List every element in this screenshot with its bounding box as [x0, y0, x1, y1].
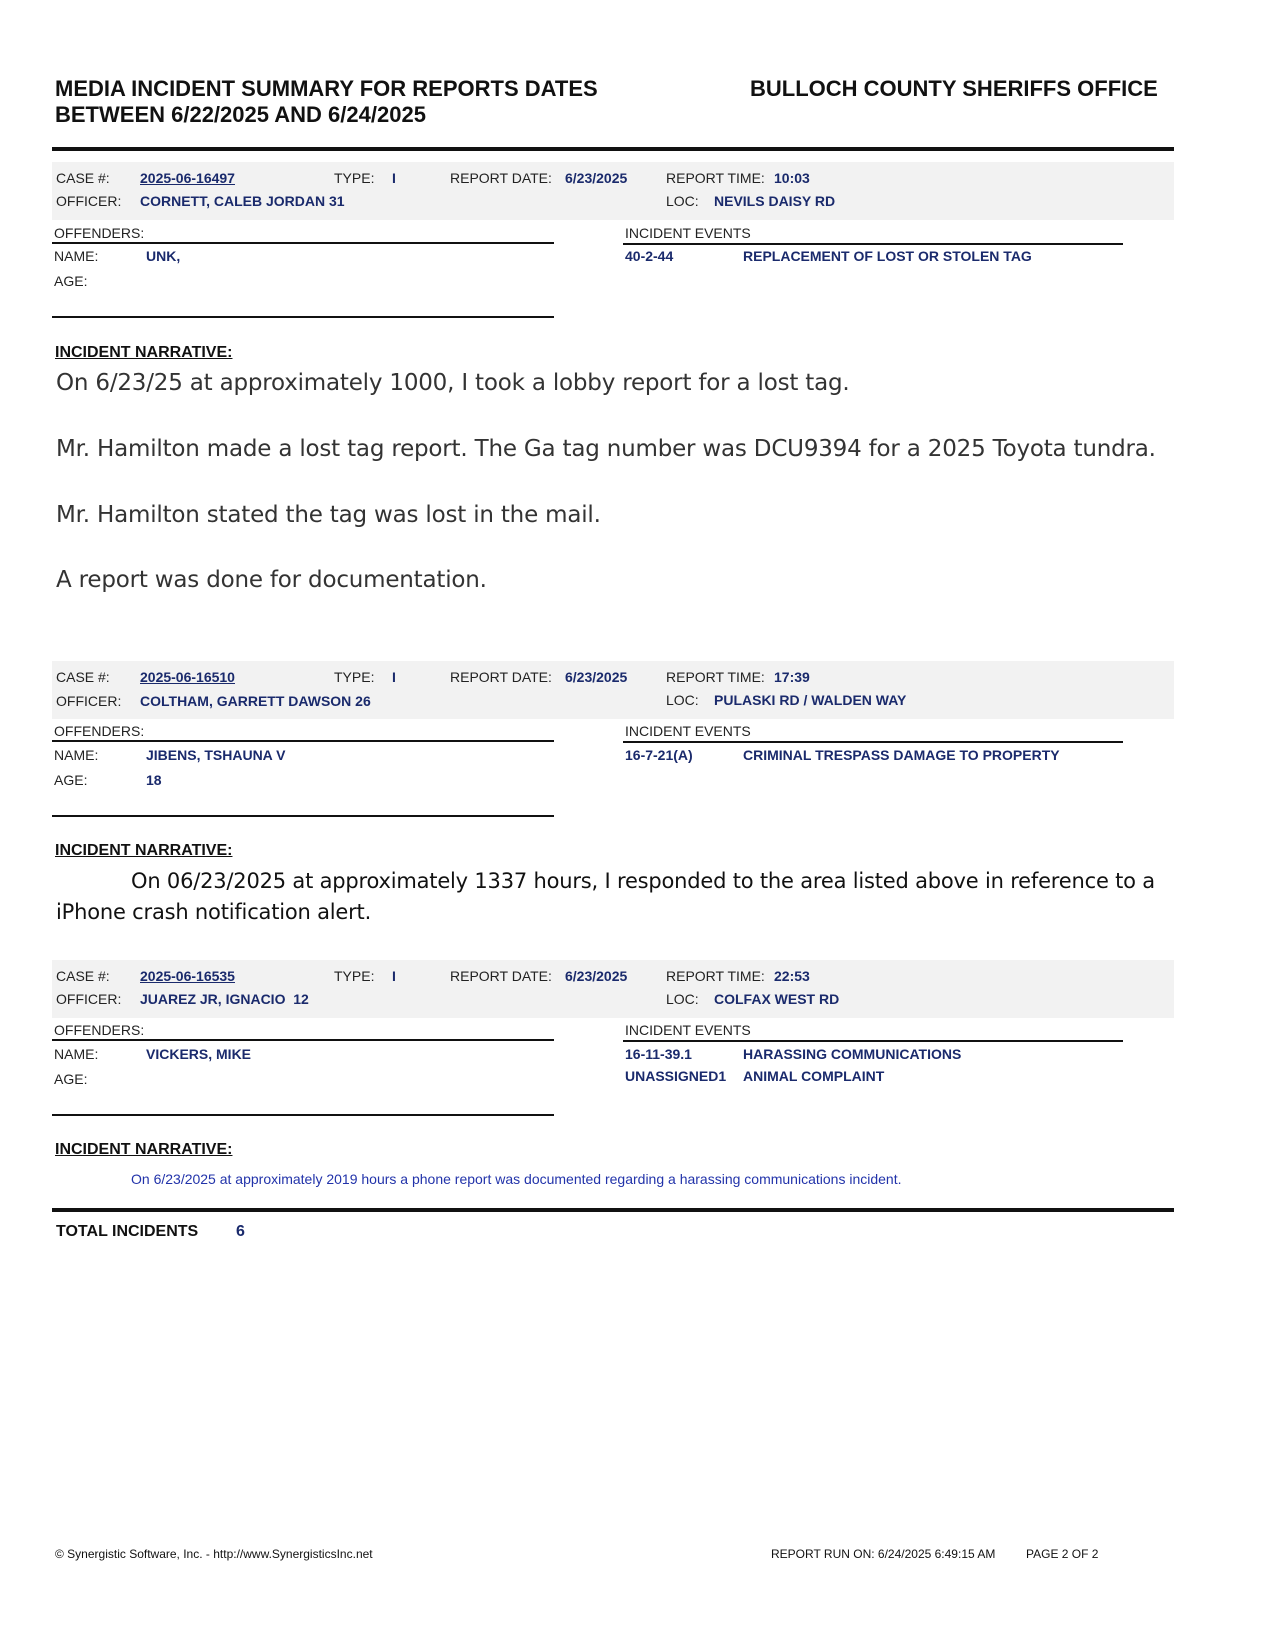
narrative-paragraph: A report was done for documentation. — [56, 567, 487, 593]
report-title-line2: BETWEEN 6/22/2025 AND 6/24/2025 — [55, 102, 426, 127]
offender-age: 18 — [146, 772, 162, 788]
total-incidents-label: TOTAL INCIDENTS — [56, 1223, 199, 1240]
event-code: 40-2-44 — [625, 248, 674, 264]
officer-value: COLTHAM, GARRETT DAWSON 26 — [140, 693, 371, 709]
case-number-label: CASE #: — [56, 170, 110, 186]
total-incidents-value: 6 — [236, 1223, 245, 1240]
report-title-line1: MEDIA INCIDENT SUMMARY FOR REPORTS DATES — [55, 76, 598, 101]
loc-label: LOC: — [666, 692, 699, 708]
officer-value: JUAREZ JR, IGNACIO 12 — [140, 991, 309, 1007]
officer-label: OFFICER: — [56, 693, 122, 709]
narrative-case-2: On 06/23/2025 at approximately 1337 hours, I responded to the area listed above in reference to a iPhone crash notification alert. — [56, 869, 1155, 924]
offenders-label: OFFENDERS: — [54, 1022, 145, 1038]
incident-events-label: INCIDENT EVENTS — [625, 723, 751, 739]
event-description: ANIMAL COMPLAINT — [743, 1068, 885, 1084]
narrative-case-3: On 6/23/2025 at approximately 2019 hours a phone report was documented regarding a harassing communications incident. — [131, 1171, 902, 1187]
type-value: I — [392, 669, 396, 685]
header-divider — [52, 147, 1174, 151]
case-number-link[interactable]: 2025-06-16510 — [140, 669, 235, 685]
incident-events-label: INCIDENT EVENTS — [625, 1022, 751, 1038]
offenders-bottom-rule — [52, 1114, 554, 1116]
case-number-link[interactable]: 2025-06-16535 — [140, 968, 235, 984]
name-label: NAME: — [54, 1046, 99, 1062]
type-label: TYPE: — [334, 170, 375, 186]
report-time-label: REPORT TIME: — [666, 669, 765, 685]
case-number-label: CASE #: — [56, 669, 110, 685]
offenders-bottom-rule — [52, 815, 554, 817]
report-time-value: 17:39 — [774, 669, 810, 685]
case-number-link[interactable]: 2025-06-16497 — [140, 170, 235, 186]
offenders-label: OFFENDERS: — [54, 225, 145, 241]
name-label: NAME: — [54, 248, 99, 264]
events-rule — [623, 243, 1123, 245]
totals-divider — [52, 1208, 1174, 1212]
age-label: AGE: — [54, 1071, 88, 1087]
loc-value: NEVILS DAISY RD — [714, 193, 836, 209]
event-description: CRIMINAL TRESPASS DAMAGE TO PROPERTY — [743, 747, 1060, 763]
case-number-label: CASE #: — [56, 968, 110, 984]
event-description: HARASSING COMMUNICATIONS — [743, 1046, 962, 1062]
offenders-rule — [52, 242, 554, 244]
loc-label: LOC: — [666, 193, 699, 209]
offenders-rule — [52, 1039, 554, 1041]
narrative-title: INCIDENT NARRATIVE: — [55, 1141, 233, 1158]
narrative-title: INCIDENT NARRATIVE: — [55, 842, 233, 859]
incident-events-label: INCIDENT EVENTS — [625, 225, 751, 241]
offenders-rule — [52, 740, 554, 742]
events-rule — [623, 1040, 1123, 1042]
type-value: I — [392, 968, 396, 984]
report-date-value: 6/23/2025 — [565, 170, 628, 186]
report-time-value: 10:03 — [774, 170, 810, 186]
events-rule — [623, 741, 1123, 743]
officer-label: OFFICER: — [56, 991, 122, 1007]
report-date-label: REPORT DATE: — [450, 669, 552, 685]
offenders-label: OFFENDERS: — [54, 723, 145, 739]
event-code: 16-11-39.1 — [625, 1046, 692, 1062]
event-code: 16-7-21(A) — [625, 747, 693, 763]
footer-copyright: © Synergistic Software, Inc. - http://www.SynergisticsInc.net — [55, 1547, 373, 1561]
name-label: NAME: — [54, 747, 99, 763]
offender-name: UNK, — [146, 248, 181, 264]
type-label: TYPE: — [334, 968, 375, 984]
report-time-label: REPORT TIME: — [666, 968, 765, 984]
age-label: AGE: — [54, 273, 88, 289]
report-date-label: REPORT DATE: — [450, 170, 552, 186]
loc-value: COLFAX WEST RD — [714, 991, 840, 1007]
narrative-paragraph: On 6/23/25 at approximately 1000, I took a lobby report for a lost tag. — [56, 370, 850, 396]
report-date-value: 6/23/2025 — [565, 968, 628, 984]
type-value: I — [392, 170, 396, 186]
officer-label: OFFICER: — [56, 193, 122, 209]
narrative-paragraph: Mr. Hamilton stated the tag was lost in the mail. — [56, 502, 601, 528]
officer-value: CORNETT, CALEB JORDAN 31 — [140, 193, 345, 209]
agency-name: BULLOCH COUNTY SHERIFFS OFFICE — [750, 76, 1158, 101]
event-description: REPLACEMENT OF LOST OR STOLEN TAG — [743, 248, 1032, 264]
report-date-value: 6/23/2025 — [565, 669, 628, 685]
narrative-paragraph: Mr. Hamilton made a lost tag report. The Ga tag number was DCU9394 for a 2025 Toyota tundra. — [56, 436, 1156, 462]
loc-label: LOC: — [666, 991, 699, 1007]
report-time-label: REPORT TIME: — [666, 170, 765, 186]
footer-run-on: REPORT RUN ON: 6/24/2025 6:49:15 AM — [771, 1547, 996, 1561]
event-code: UNASSIGNED1 — [625, 1068, 727, 1084]
offenders-bottom-rule — [52, 316, 554, 318]
offender-name: VICKERS, MIKE — [146, 1046, 252, 1062]
footer-page-number: PAGE 2 OF 2 — [1026, 1547, 1099, 1561]
offender-name: JIBENS, TSHAUNA V — [146, 747, 286, 763]
age-label: AGE: — [54, 772, 88, 788]
report-date-label: REPORT DATE: — [450, 968, 552, 984]
loc-value: PULASKI RD / WALDEN WAY — [714, 692, 907, 708]
type-label: TYPE: — [334, 669, 375, 685]
report-time-value: 22:53 — [774, 968, 810, 984]
report-title — [55, 76, 695, 128]
narrative-title: INCIDENT NARRATIVE: — [55, 344, 233, 361]
